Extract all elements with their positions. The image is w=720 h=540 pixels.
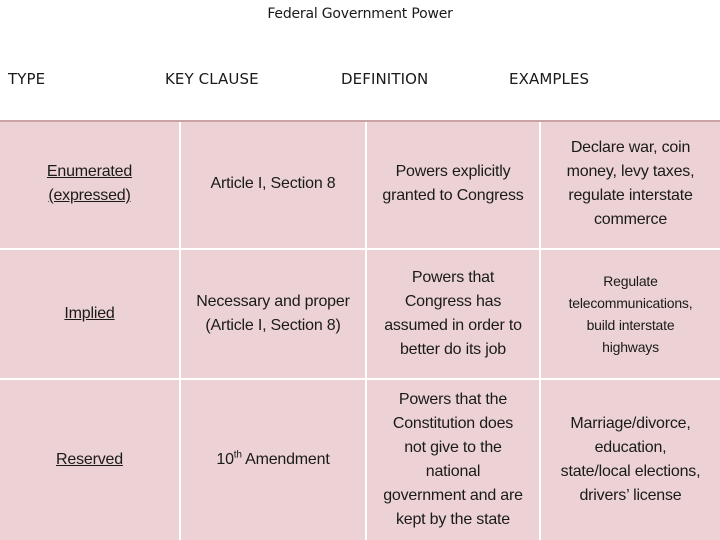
header-key-clause: KEY CLAUSE xyxy=(165,70,259,88)
example-line: build interstate xyxy=(586,317,675,333)
definition-line: Powers explicitly xyxy=(395,163,511,180)
definition-line: not give to the xyxy=(404,439,502,456)
definition-line: Powers that the xyxy=(398,391,508,408)
table-cell-key-clause xyxy=(181,380,365,540)
table-cell-examples xyxy=(541,250,720,378)
header-type: TYPE xyxy=(8,70,46,88)
page-title: Federal Government Power xyxy=(267,6,453,22)
type-enumerated: Enumerated xyxy=(46,163,133,180)
example-line: Marriage/divorce, xyxy=(570,415,691,432)
table-top-border xyxy=(0,120,720,122)
definition-line: granted to Congress xyxy=(382,187,524,204)
definition-line: Congress has xyxy=(404,293,502,310)
definition-line: assumed in order to xyxy=(384,317,522,334)
definition-line: Constitution does xyxy=(392,415,514,432)
amendment-ordinal: th xyxy=(233,449,242,461)
key-clause-line: Necessary and proper xyxy=(196,293,350,310)
example-line: regulate interstate xyxy=(568,187,693,204)
example-line: Declare war, coin xyxy=(570,139,691,156)
table-cell-key-clause xyxy=(181,250,365,378)
example-line: telecommunications, xyxy=(568,295,693,311)
table-cell-definition xyxy=(367,120,539,248)
header-examples: EXAMPLES xyxy=(509,70,590,88)
header-definition: DEFINITION xyxy=(341,70,429,88)
key-clause-amendment xyxy=(216,448,329,472)
example-line: state/local elections, xyxy=(560,463,701,480)
definition-line: national xyxy=(425,463,481,480)
powers-table xyxy=(0,120,720,540)
definition-line: Powers that xyxy=(411,269,495,286)
table-cell-type xyxy=(0,380,179,540)
table-cell-examples xyxy=(541,380,720,540)
table-cell-examples xyxy=(541,120,720,248)
amendment-number: 10 xyxy=(216,451,234,468)
definition-line: government and are xyxy=(383,487,523,504)
type-reserved: Reserved xyxy=(56,451,123,468)
type-implied: Implied xyxy=(64,305,115,322)
table-cell-definition xyxy=(367,380,539,540)
definition-line: better do its job xyxy=(399,341,506,358)
example-line: highways xyxy=(602,339,659,355)
definition-line: kept by the state xyxy=(395,511,510,528)
example-line: Regulate xyxy=(603,273,658,289)
type-enumerated-sub: (expressed) xyxy=(48,187,131,204)
table-cell-key-clause: Article I, Section 8 xyxy=(210,175,336,192)
key-clause-line: (Article I, Section 8) xyxy=(205,317,341,334)
table-cell-type xyxy=(0,250,179,378)
example-line: drivers’ license xyxy=(579,487,682,504)
example-line: education, xyxy=(594,439,667,456)
table-cell-definition xyxy=(367,250,539,378)
example-line: money, levy taxes, xyxy=(566,163,695,180)
table-cell-type xyxy=(0,120,179,248)
amendment-label: Amendment xyxy=(241,451,330,468)
example-line: commerce xyxy=(593,211,668,228)
